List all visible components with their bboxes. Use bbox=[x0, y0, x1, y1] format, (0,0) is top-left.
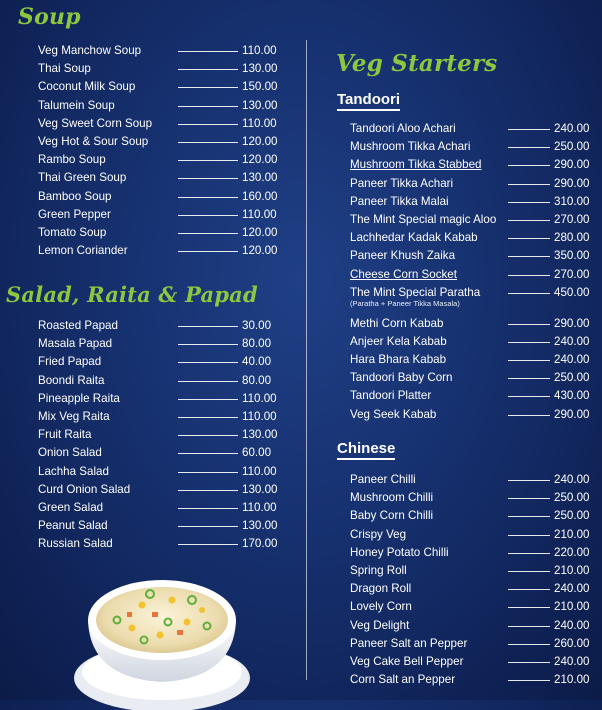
leader-line bbox=[178, 197, 238, 198]
leader-line bbox=[508, 220, 550, 221]
menu-item-name: Fruit Raita bbox=[38, 428, 92, 442]
menu-item-price: 260.00 bbox=[554, 636, 590, 650]
menu-item-name: Onion Salad bbox=[38, 446, 102, 460]
leader-line bbox=[178, 508, 238, 509]
menu-item-name: Veg Sweet Corn Soup bbox=[38, 116, 153, 130]
menu-item-name: The Mint Special Paratha bbox=[350, 285, 481, 299]
menu-item-price: 80.00 bbox=[242, 337, 272, 351]
leader-line bbox=[178, 160, 238, 161]
leader-line bbox=[508, 342, 550, 343]
menu-item-price: 110.00 bbox=[242, 207, 277, 221]
leader-line bbox=[508, 662, 550, 663]
leader-line bbox=[178, 490, 238, 491]
menu-item-price: 240.00 bbox=[554, 618, 590, 632]
menu-item-price: 250.00 bbox=[554, 509, 590, 523]
menu-item-name: Paneer Tikka Achari bbox=[350, 176, 454, 190]
menu-item-name: Lemon Coriander bbox=[38, 244, 128, 258]
leader-line bbox=[508, 626, 550, 627]
menu-item-name: Talumein Soup bbox=[38, 98, 115, 112]
leader-line bbox=[508, 644, 550, 645]
leader-line bbox=[508, 324, 550, 325]
menu-item-price: 250.00 bbox=[554, 491, 590, 505]
leader-line bbox=[508, 293, 550, 294]
leader-line bbox=[508, 256, 550, 257]
leader-line bbox=[508, 480, 550, 481]
menu-item-price: 310.00 bbox=[554, 194, 590, 208]
menu-item-name: Lachha Salad bbox=[38, 464, 109, 478]
menu-item-price: 130.00 bbox=[242, 519, 278, 533]
menu-item-name: Baby Corn Chilli bbox=[350, 509, 434, 523]
menu-item-price: 110.00 bbox=[242, 391, 277, 405]
soup-bowl-icon bbox=[72, 560, 252, 710]
menu-item-price: 220.00 bbox=[554, 545, 590, 559]
menu-item-name: Masala Papad bbox=[38, 337, 113, 351]
menu-item-price: 30.00 bbox=[242, 319, 272, 332]
menu-item-price: 120.00 bbox=[242, 244, 278, 258]
leader-line bbox=[508, 498, 550, 499]
leader-line bbox=[178, 233, 238, 234]
column-divider bbox=[306, 40, 307, 680]
menu-item-name: Tandoori Baby Corn bbox=[350, 371, 453, 385]
menu-item-name: Mushroom Tikka Achari bbox=[350, 140, 471, 154]
menu-item-price: 290.00 bbox=[554, 316, 590, 330]
menu-item-price: 80.00 bbox=[242, 373, 272, 387]
leader-line bbox=[508, 275, 550, 276]
leader-line bbox=[508, 184, 550, 185]
leader-line bbox=[178, 142, 238, 143]
menu-item-name: Boondi Raita bbox=[38, 373, 105, 387]
menu-item-name: Green Pepper bbox=[38, 207, 111, 221]
menu-item-name: Paneer Chilli bbox=[350, 473, 416, 486]
menu-item-name: Fried Papad bbox=[38, 355, 102, 369]
leader-line bbox=[508, 238, 550, 239]
leader-line bbox=[508, 165, 550, 166]
leader-line bbox=[178, 87, 238, 88]
menu-item-name: Cheese Corn Socket bbox=[350, 267, 457, 281]
menu-item-price: 250.00 bbox=[554, 371, 590, 385]
menu-item-price: 240.00 bbox=[554, 582, 590, 596]
menu-item-name: Tandoori Platter bbox=[350, 389, 432, 403]
leader-line bbox=[508, 202, 550, 203]
menu-item-name: Mushroom Chilli bbox=[350, 491, 434, 505]
menu-item-price: 450.00 bbox=[554, 285, 590, 299]
menu-item-price: 120.00 bbox=[242, 225, 278, 239]
menu-item-name: Peanut Salad bbox=[38, 519, 108, 533]
leader-line bbox=[508, 516, 550, 517]
leader-line bbox=[508, 396, 550, 397]
menu-item-price: 250.00 bbox=[554, 140, 590, 154]
leader-line bbox=[178, 472, 238, 473]
menu-item-name: Lovely Corn bbox=[350, 600, 412, 614]
leader-line bbox=[178, 344, 238, 345]
menu-item-name: Veg Delight bbox=[350, 618, 410, 632]
menu-item-price: 290.00 bbox=[554, 176, 590, 190]
menu-item-price: 120.00 bbox=[242, 153, 278, 167]
menu-item-name: Paneer Salt an Pepper bbox=[350, 636, 468, 650]
menu-item-name: Paneer Tikka Malai bbox=[350, 194, 449, 208]
leader-line bbox=[178, 326, 238, 327]
menu-item-price: 290.00 bbox=[554, 158, 590, 172]
menu-item-price: 240.00 bbox=[554, 122, 590, 135]
leader-line bbox=[508, 589, 550, 590]
menu-item-price: 240.00 bbox=[554, 334, 590, 348]
leader-line bbox=[508, 147, 550, 148]
leader-line bbox=[178, 526, 238, 527]
leader-line bbox=[508, 607, 550, 608]
menu-item-price: 210.00 bbox=[554, 673, 590, 687]
leader-line bbox=[178, 178, 238, 179]
leader-line bbox=[178, 362, 238, 363]
leader-line bbox=[178, 435, 238, 436]
menu-item-price: 110.00 bbox=[242, 500, 277, 514]
menu-item-price: 130.00 bbox=[242, 482, 278, 496]
menu-item-name: Tomato Soup bbox=[38, 225, 107, 239]
menu-item-note: (Paratha + Paneer Tikka Masala) bbox=[350, 298, 460, 308]
menu-item-price: 240.00 bbox=[554, 353, 590, 367]
leader-line bbox=[508, 553, 550, 554]
menu-item-price: 210.00 bbox=[554, 527, 590, 541]
menu-item-price: 120.00 bbox=[242, 134, 278, 148]
leader-line bbox=[508, 360, 550, 361]
salad-raita-papad-heading: Salad, Raita & Papad bbox=[6, 282, 258, 307]
menu-item-price: 430.00 bbox=[554, 389, 590, 403]
menu-item-name: Coconut Milk Soup bbox=[38, 80, 136, 94]
menu-item-name: Curd Onion Salad bbox=[38, 482, 131, 496]
leader-line bbox=[508, 535, 550, 536]
menu-item-price: 60.00 bbox=[242, 446, 272, 460]
menu-item-name: Lachhedar Kadak Kabab bbox=[350, 231, 478, 245]
leader-line bbox=[508, 571, 550, 572]
menu-item-name: Hara Bhara Kabab bbox=[350, 353, 447, 367]
menu-item-name: Mushroom Tikka Stabbed bbox=[350, 158, 482, 172]
leader-line bbox=[178, 69, 238, 70]
menu-item-price: 170.00 bbox=[242, 537, 278, 551]
menu-item-price: 40.00 bbox=[242, 355, 272, 369]
menu-item-name: Bamboo Soup bbox=[38, 189, 112, 203]
menu-item-price: 240.00 bbox=[554, 473, 590, 486]
menu-item-name: Honey Potato Chilli bbox=[350, 545, 449, 559]
menu-item-price: 110.00 bbox=[242, 464, 277, 478]
menu-item-price: 350.00 bbox=[554, 249, 590, 263]
menu-item-name: Veg Manchow Soup bbox=[38, 44, 142, 57]
leader-line bbox=[178, 417, 238, 418]
menu-item-price: 130.00 bbox=[242, 62, 278, 76]
menu-item-price: 270.00 bbox=[554, 267, 590, 281]
menu-item-price: 240.00 bbox=[554, 654, 590, 668]
menu-item-name: Mix Veg Raita bbox=[38, 409, 110, 423]
menu-item-price: 210.00 bbox=[554, 563, 590, 577]
leader-line bbox=[178, 251, 238, 252]
menu-item-name: Tandoori Aloo Achari bbox=[350, 122, 456, 135]
menu-item-name: Green Salad bbox=[38, 500, 104, 514]
menu-item-name: Pineapple Raita bbox=[38, 391, 120, 405]
chinese-subheading: Chinese bbox=[337, 441, 395, 460]
leader-line bbox=[178, 215, 238, 216]
menu-item-name: Crispy Veg bbox=[350, 527, 407, 541]
menu-item-name: Thai Green Soup bbox=[38, 171, 127, 185]
menu-item-name: Veg Hot & Sour Soup bbox=[38, 134, 149, 148]
leader-line bbox=[178, 106, 238, 107]
menu-item-price: 130.00 bbox=[242, 98, 278, 112]
menu-item-name: Thai Soup bbox=[38, 62, 91, 76]
leader-line bbox=[178, 544, 238, 545]
menu-item-name: Roasted Papad bbox=[38, 319, 118, 332]
menu-item-price: 110.00 bbox=[242, 116, 277, 130]
menu-item-name: Anjeer Kela Kabab bbox=[350, 334, 447, 348]
leader-line bbox=[508, 415, 550, 416]
menu-item-price: 110.00 bbox=[242, 44, 277, 57]
veg-starters-heading: Veg Starters bbox=[336, 50, 498, 77]
soup-heading: Soup bbox=[18, 4, 81, 30]
menu-item-name: Russian Salad bbox=[38, 537, 113, 551]
menu-item-name: Veg Seek Kabab bbox=[350, 407, 437, 421]
menu-item-name: The Mint Special magic Aloo bbox=[350, 212, 497, 226]
menu-item-price: 210.00 bbox=[554, 600, 590, 614]
menu-item-price: 280.00 bbox=[554, 231, 590, 245]
leader-line bbox=[178, 124, 238, 125]
menu-item-price: 270.00 bbox=[554, 212, 590, 226]
menu-item-name: Spring Roll bbox=[350, 563, 407, 577]
leader-line bbox=[508, 680, 550, 681]
menu-item-name: Corn Salt an Pepper bbox=[350, 673, 456, 687]
leader-line bbox=[178, 399, 238, 400]
menu-item-price: 290.00 bbox=[554, 407, 590, 421]
menu-item-price: 160.00 bbox=[242, 189, 278, 203]
leader-line bbox=[508, 378, 550, 379]
menu-item-name: Paneer Khush Zaika bbox=[350, 249, 456, 263]
leader-line bbox=[178, 51, 238, 52]
leader-line bbox=[178, 381, 238, 382]
tandoori-subheading: Tandoori bbox=[337, 92, 400, 111]
leader-line bbox=[508, 129, 550, 130]
leader-line bbox=[178, 453, 238, 454]
menu-item-name: Rambo Soup bbox=[38, 153, 106, 167]
menu-item-price: 150.00 bbox=[242, 80, 278, 94]
menu-item-price: 110.00 bbox=[242, 409, 277, 423]
menu-item-name: Methi Corn Kabab bbox=[350, 316, 444, 330]
menu-item-name: Dragon Roll bbox=[350, 582, 412, 596]
menu-item-price: 130.00 bbox=[242, 171, 278, 185]
menu-item-name: Veg Cake Bell Pepper bbox=[350, 654, 464, 668]
menu-item-price: 130.00 bbox=[242, 428, 278, 442]
